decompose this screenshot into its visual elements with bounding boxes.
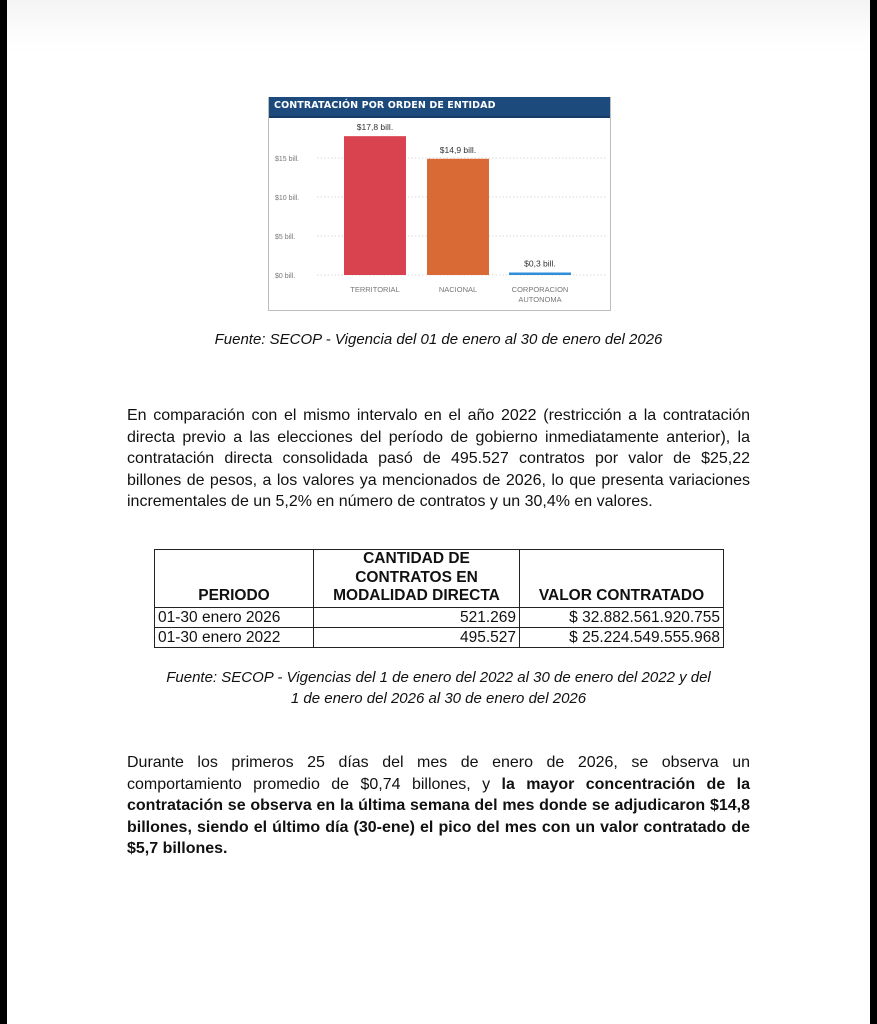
paragraph-january-behavior (127, 752, 750, 860)
cell-periodo: 01-30 enero 2026 (155, 607, 314, 627)
cell-valor: $ 32.882.561.920.755 (520, 607, 724, 627)
document-page (7, 0, 870, 1024)
bar-corporacion-autonoma (509, 273, 571, 276)
header-line: VALOR CONTRATADO (538, 587, 705, 604)
y-tick-label: $15 bill. (275, 156, 300, 163)
cell-valor: $ 25.224.549.555.968 (520, 627, 724, 647)
chart-plot (269, 97, 610, 310)
paragraph-comparison: En comparación con el mismo intervalo en el año 2022 (restricción a la contratación directa previo a las elecciones del período de gobierno inmediatamente anterior), la contratación directa consolidada pasó de 495.527 contratos por valor de $25,22 billones de pesos, a los valores ya mencionados de 2026, lo que presenta variaciones incrementales de un 5,2% en número de contratos y un 30,4% en valores. (127, 407, 750, 511)
paragraph-bold-text: la mayor concentración de la contratación se observa en la última semana del mes donde se adjudicaron $14,8 billones, siendo el último día (30-ene) el pico del mes con un valor contratado de $5,7 billones. (127, 775, 750, 858)
data-label: $0,3 bill. (524, 258, 556, 269)
chart-title: CONTRATACIÓN POR ORDEN DE ENTIDAD (274, 100, 496, 111)
x-tick-label: TERRITORIAL (350, 285, 400, 294)
header-line: CONTRATOS EN (355, 568, 478, 586)
bar-nacional (427, 159, 489, 275)
header-cantidad (314, 550, 520, 608)
bar-territorial (344, 136, 406, 275)
header-line: CANTIDAD DE (363, 550, 470, 567)
table-row (155, 607, 724, 627)
header-periodo (155, 550, 314, 608)
table-source-caption (7, 667, 870, 709)
y-tick-label: $0 bill. (275, 273, 296, 280)
table-row (155, 627, 724, 647)
header-valor (520, 550, 724, 608)
x-tick-label: NACIONAL (438, 285, 478, 294)
contracts-table (154, 549, 724, 648)
header-line: MODALIDAD DIRECTA (333, 587, 500, 604)
data-label: $14,9 bill. (439, 144, 477, 155)
x-tick-label: AUTONOMA (518, 295, 562, 304)
y-tick-label: $5 bill. (275, 234, 296, 241)
caption-line: 1 de enero del 2026 al 30 de enero del 2026 (290, 690, 587, 707)
cell-periodo: 01-30 enero 2022 (155, 627, 314, 647)
paragraph-normal-text: Durante los primeros 25 días del mes de enero de 2026, se observa un comportamiento promedio de $0,74 billones, y (127, 754, 750, 793)
x-tick-label: CORPORACION (511, 285, 569, 294)
caption-line: Fuente: SECOP - Vigencias del 1 de enero del 2022 al 30 de enero del 2022 y del (166, 669, 711, 686)
data-label: $17,8 bill. (356, 122, 394, 133)
y-tick-label: $10 bill. (275, 195, 300, 202)
header-line: PERIODO (198, 587, 270, 604)
cell-cantidad: 495.527 (314, 627, 520, 647)
page-top-shadow (7, 0, 870, 55)
table-header-row (155, 550, 724, 608)
cell-cantidad: 521.269 (314, 607, 520, 627)
chart-contratacion-por-orden (268, 97, 611, 311)
chart-source-caption: Fuente: SECOP - Vigencia del 01 de enero al 30 de enero del 2026 (214, 331, 663, 348)
